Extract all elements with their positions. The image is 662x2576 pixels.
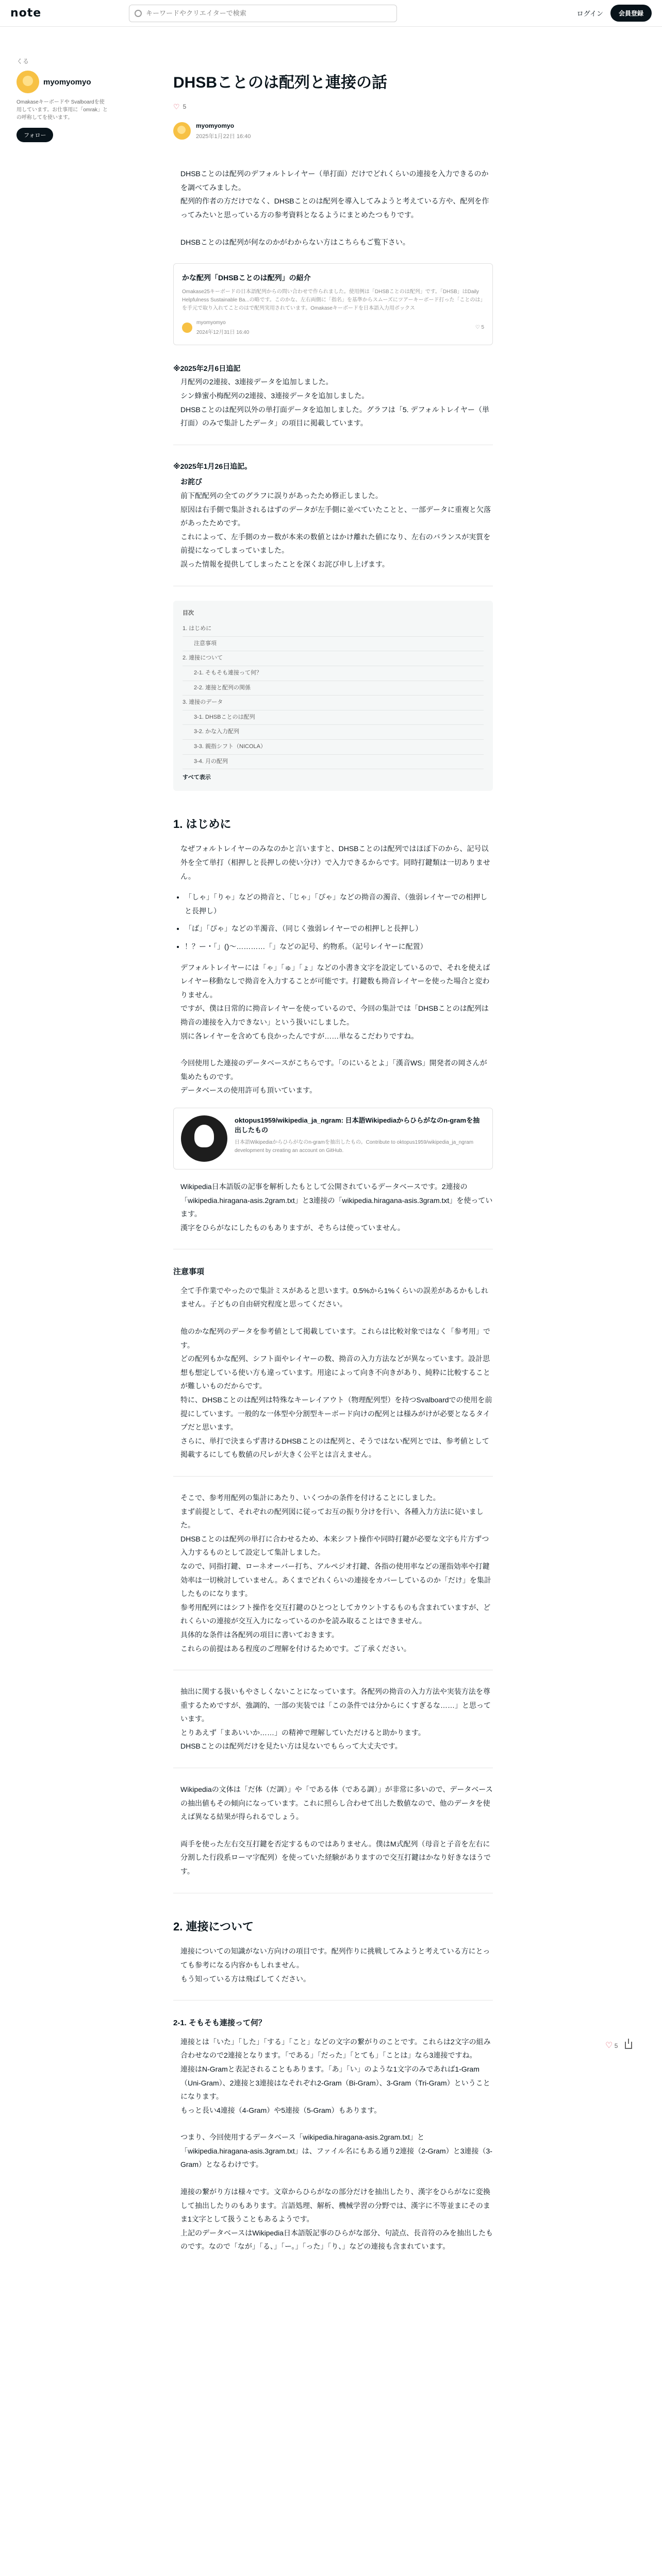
avatar[interactable]	[16, 71, 39, 93]
creator-sidebar	[16, 57, 109, 142]
paragraph: まず前提として、それぞれの配列図に従ってお互の振り分けを行い、各種入力方法に従いました。	[180, 1507, 484, 1530]
update-note-line: 誤った情報を提供してしまったことを深くお詫び申し上げます。	[180, 560, 389, 568]
update-note-line: 月配列の2連接、3連接データを追加しました。	[180, 378, 333, 386]
creator-bio: Omakaseキーボードや Svalboardを使用しています。お仕事用に「omrak」との呼称してを使います。	[16, 99, 108, 121]
paragraph: 両手を使った左右交互打鍵を否定するものではありません。僕はM式配列（母音と子音を左右に分割した行段系ローマ字配列）を使っていた経験がありますので交互打鍵はかなり好きなほうです。	[180, 1839, 491, 1876]
link-card[interactable]	[173, 263, 493, 345]
paragraph: デフォルトレイヤーには「ゃ」「ゅ」「ょ」などの小書き文字を設定しているので、それを使えばレイヤー移動なしで拗音を入力することが可能です。打鍵数も拗音レイヤーを使った場合と変わりません。	[180, 963, 490, 999]
apology-heading: お詫び	[180, 478, 202, 486]
list-item: • ！？ー・「」()～…………「」などの記号、約物系。（記号レイヤーに配置）	[185, 940, 493, 954]
sidebar-profile[interactable]	[16, 71, 109, 93]
list-item: • 「ば」「ぴゃ」などの半濁音、（同じく強弱レイヤーでの相押しと長押し）	[185, 922, 493, 936]
toc-item[interactable]: 3. 連接のデータ	[183, 696, 484, 710]
toc-item[interactable]: 3-2. かな入力配列	[183, 725, 484, 740]
paragraph: さらに、単打で決まらず書けるDHSBことのは配列と、そうではない配列とでは、参考値として掲載するにしても数値の尺レが大きく公平とは言えません。	[180, 1436, 489, 1459]
intro-paragraph: 配列的作者の方だけでなく、DHSBことのは配列を導入してみようと考えている方や、配列を作ってみたいと思っている方の参考資料となるようにまとめたつもりです。	[180, 197, 489, 219]
update-note-line: 原因は右手側で集計されるはずのデータが左手側に並べていたことと、一部データに重複と欠落があったためです。	[180, 505, 491, 528]
embed-title[interactable]: oktopus1959/wikipedia_ja_ngram: 日本語Wikipediaからひらがなのn-gramを抽出したもの	[235, 1116, 480, 1134]
intro-paragraph: DHSBことのは配列が何なのかがわからない方はこちらもご覧下さい。	[180, 238, 410, 246]
table-of-contents	[173, 601, 493, 791]
paragraph: DHSBことのは配列の単打に合わせるため、本来シフト操作や同時打鍵が必要な文字も片方ずつ入力するものとして設定して集計しました。	[180, 1534, 489, 1557]
heart-icon[interactable]: ♡	[173, 103, 180, 111]
section-heading: 2. 連接について	[173, 1920, 254, 1933]
login-link[interactable]: ログイン	[576, 10, 603, 18]
github-avatar-image	[181, 1115, 227, 1162]
link-card-date: 2024年12月31日 16:40	[196, 329, 250, 335]
update-note-line: 前下配配列の全てのグラフに誤りがあったため修正しました。	[180, 492, 383, 500]
author-row[interactable]	[173, 120, 493, 143]
divider	[173, 1476, 493, 1477]
paragraph: なので、同指打鍵、ローネオーバー打ち、アルペジオ打鍵、各指の使用率などの運指効率や打鍵効率は一切検討していません。あくまでどれくらいの連接をカバーしているのか「だけ」を集計したものになります。	[180, 1562, 491, 1598]
likes-row	[173, 100, 493, 114]
update-note-heading: ※2025年2月6日追記	[173, 364, 241, 372]
toc-item[interactable]: 2. 連接について	[183, 651, 484, 666]
toc-show-all-button[interactable]: すべて表示	[183, 774, 211, 781]
link-card-like-count: 5	[481, 325, 484, 331]
link-card-author: myomyomyo	[196, 319, 226, 326]
update-note-line: これによって、左手側のカー数が本来の数値とはかけ離れた値になり、左右のバランスが実質を前提になってしまっていました。	[180, 532, 491, 555]
paragraph: 別に各レイヤーを含めても良かったんですが……単なるこだわりですね。	[180, 1031, 419, 1040]
github-embed-card[interactable]	[173, 1108, 493, 1170]
paragraph: どの配列もかな配列、シフト面やレイヤーの数、拗音の入力方法などが異なっています。設計思想も想定している使い方も違っています。用途によって向き不向きがあり、純粋に比較することが難しいものだからです。	[180, 1354, 490, 1391]
section-heading: 1. はじめに	[173, 817, 231, 831]
link-card-title[interactable]: かな配列「DHSBことのは配列」の紹介	[182, 274, 311, 282]
follow-button[interactable]: フォロー	[16, 128, 53, 142]
search-icon	[135, 10, 142, 17]
paragraph: Wikipediaの文体は「だ体（だ調）」や「である体（である調）」が非常に多いので、データベースの抽出値もその傾向になっています。これに照らし合わせて出した数値なので、他のデータを使えば異なる結果が得られるでしょう。	[180, 1785, 493, 1821]
toc-item[interactable]: 3-3. 親指シフト（NICOLA）	[183, 740, 484, 755]
floating-like[interactable]	[605, 2040, 618, 2050]
link-card-avatar	[182, 323, 192, 333]
publish-date: 2025年1月22日 16:40	[196, 133, 251, 140]
paragraph: 漢字をひらがなにしたものもありますが、そちらは使っていません。	[180, 1223, 405, 1232]
bullet-list	[185, 890, 493, 953]
divider	[173, 2000, 493, 2001]
subsection-heading: 注意事項	[173, 1267, 205, 1277]
paragraph: 特に、DHSBことのは配列は特殊なキーレイアウト（物理配列型）を持つSvalboardでの使用を前提にしています。一般的な一体型や分割型キーボード向けの配列とは様みがけが必要となるタイプだと思います。	[180, 1396, 492, 1432]
toc-item[interactable]: 3-4. 月の配列	[183, 755, 484, 770]
like-count: 5	[183, 103, 187, 110]
update-note-line: DHSBことのは配列以外の単打面データを追加しました。グラフは「5. デフォルトレイヤー（単打面）のみで集計したデータ」の項目に掲載しています。	[180, 405, 490, 428]
paragraph: これらの前提はある程度のご理解を付けるためです。ご了承ください。	[180, 1644, 411, 1653]
paragraph: とりあえず「まあいいか……」の精神で理解していただけると助かります。	[180, 1728, 425, 1737]
note-logo[interactable]: note	[10, 7, 42, 20]
paragraph: 連接とは「いた」「した」「する」「こと」などの文字の繋がりのことです。これらは2文字の組み合わせなので2連接となります。「である」「だった」「とても」「ことは」なら3連接ですね。	[180, 2037, 491, 2060]
toc-heading: 目次	[183, 609, 194, 616]
paragraph: 連接の繋がり方は様々です。文章からひらがなの部分だけを抽出したり、漢字をひらがなに変換して抽出したりのもあります。言語処理、解析、機械学習の分野では、漢字に不等並まにそのまま1文字として扱うこともあるようです。	[180, 2188, 490, 2224]
paragraph: 具体的な条件は各配列の項目に書いておきます。	[180, 1630, 339, 1639]
paragraph: 全て手作業でやったので集計ミスがあると思います。0.5%から1%くらいの誤差があるかもしれません。子どもの自由研究程度と思ってください。	[180, 1286, 489, 1309]
paragraph: なぜフォルトレイヤーのみなのかと言いますと、DHSBことのは配列ではほぼ下のから、記号以外を全て単打（相押しと長押しの使い分け）で入力できるからです。同時打鍵類は一切ありません。	[180, 844, 490, 880]
top-bar	[0, 0, 662, 27]
toc-item[interactable]: 3-1. DHSBことのは配列	[183, 710, 484, 725]
link-card-likes: ♡ 5	[475, 325, 484, 331]
paragraph: 連接はN-Gramと表記されることもあります。「あ」「い」のような1文字のみであれば1-Gram（Uni-Gram）、2連接と3連接はなそれぞれ2-Gram（Bi-Gram）、3-Gram（Tri-Gram）ということになります。	[180, 2064, 490, 2101]
header-actions	[577, 5, 652, 22]
paragraph: 抽出に関する扱いもやさしくないことになっています。各配列の拗音の入力方法や実装方法を尊重するためですが、強調的、一部の実装では「この条件では分からにくすぎるな……」と思っています。	[180, 1687, 491, 1723]
paragraph: 参考用配列にはシフト操作を交互打鍵のひとつとしてカウントするものも含まれていますが、どれくらいの連接が交互入力になっているのかを読み取ることはできません。	[180, 1603, 491, 1625]
creator-name[interactable]: myomyomyo	[43, 77, 91, 87]
sidebar-back-link[interactable]: くる	[16, 58, 29, 65]
paragraph: ですが、僕は日常的に拗音レイヤーを使っているので、今回の集計では「DHSBことのは配列は拗音の連接を入力できない」という扱いにしました。	[180, 1004, 489, 1027]
link-card-description: Omakase25キーボードの日本語配列からの問い合わせで作られました。使用例は「DHSBことのは配列」です。「DHSB」はDaily Helpfulness Sustainable Ba...の略です。このかな、左右両側に「指名」を基準からスムーズにツアーキーボード打った「ことのは」を手元で取り入れてことのはで配列実用されています。Omakaseキーボードを日本語入力用ボックス	[182, 289, 483, 311]
toc-item[interactable]: 2-1. そもそも連接って何？	[183, 666, 484, 681]
update-note-heading: ※2025年1月26日追記。	[173, 462, 252, 470]
toc-item[interactable]: 2-2. 連接と配列の関係	[183, 681, 484, 696]
paragraph: Wikipedia日本語版の記事を解析したもとして公開されているデータベースです。2連接の「wikipedia.hiragana-asis.2gram.txt」と3連接の「wikipedia.hiragana-asis.3gram.txt」を使っています。	[180, 1182, 493, 1218]
paragraph: もう知っている方は飛ばしてください。	[180, 1974, 310, 1983]
paragraph: もっと長い4連接（4-Gram）や5連接（5-Gram）もあります。	[180, 2106, 382, 2114]
paragraph: 上記のデータベースはWikipedia日本語版記事のひらがな部分、句読点、長音符のみを抽出したものです。なので「なが」「る、」「ー。」「った」「り、」などの連接も含まれています。	[180, 2228, 493, 2251]
heart-icon[interactable]: ♡	[605, 2041, 613, 2050]
paragraph: 連接についての知識がない方向けの項目です。配列作りに挑戦してみようと考えている方にとっても参考になる内容かもしれません。	[180, 1947, 490, 1970]
list-item: • 「しゃ」「りゃ」などの拗音と、「じゃ」「ぴゃ」などの拗音の濁音、（強弱レイヤーでの相押しと長押し）	[185, 890, 493, 918]
search-box[interactable]	[129, 5, 397, 22]
floating-actions	[605, 2040, 632, 2050]
subsection-heading: 2-1. そもそも連接って何？	[173, 2019, 267, 2028]
article-title: DHSBことのは配列と連接の話	[173, 74, 388, 91]
paragraph: 他のかな配列のデータを参考値として掲載しています。これらは比較対象ではなく「参考用」です。	[180, 1327, 490, 1349]
paragraph: 今回使用した連接のデータベースがこちらです。「のにいるとよ」「漢音WS」開発者の岡さんが集めたものです。	[180, 1059, 487, 1081]
link-card-footer	[182, 318, 484, 337]
search-input[interactable]	[146, 9, 383, 17]
share-icon[interactable]	[625, 2042, 632, 2049]
paragraph: DHSBことのは配列だけを見たい方は見ないでもらって大丈夫です。	[180, 1742, 402, 1751]
author-avatar[interactable]	[173, 122, 191, 140]
paragraph: つまり、今回使用するデータベース「wikipedia.hiragana-asis.2gram.txt」と「wikipedia.hiragana-asis.3gram.txt」は、ファイル名にもある通り2連接（2-Gram）と3連接（3-Gram）となるわけです。	[180, 2133, 492, 2169]
register-button[interactable]: 会員登録	[610, 5, 652, 22]
floating-like-count: 5	[614, 2042, 618, 2049]
embed-description: 日本語Wikipediaからひらがなのn-gramを抽出したもの。Contribute to oktopus1959/wikipedia_ja_ngram development by creating an account on GitHub.	[235, 1139, 474, 1154]
toc-item[interactable]: 注意事項	[183, 637, 484, 652]
update-note-line: シン蜂蜜小梅配列の2連接、3連接データを追加しました。	[180, 392, 369, 400]
paragraph: そこで、参考用配列の集計にあたり、いくつかの条件を付けることにしました。	[180, 1493, 440, 1502]
article-body	[173, 72, 493, 2253]
intro-paragraph: DHSBことのは配列のデフォルトレイヤー（単打面）だけでどれくらいの連接を入力できるのかを調べてみました。	[180, 170, 489, 192]
toc-item[interactable]: 1. はじめに	[183, 622, 484, 637]
author-name[interactable]: myomyomyo	[196, 122, 235, 129]
paragraph: データベースの使用許可も頂いています。	[180, 1086, 317, 1095]
